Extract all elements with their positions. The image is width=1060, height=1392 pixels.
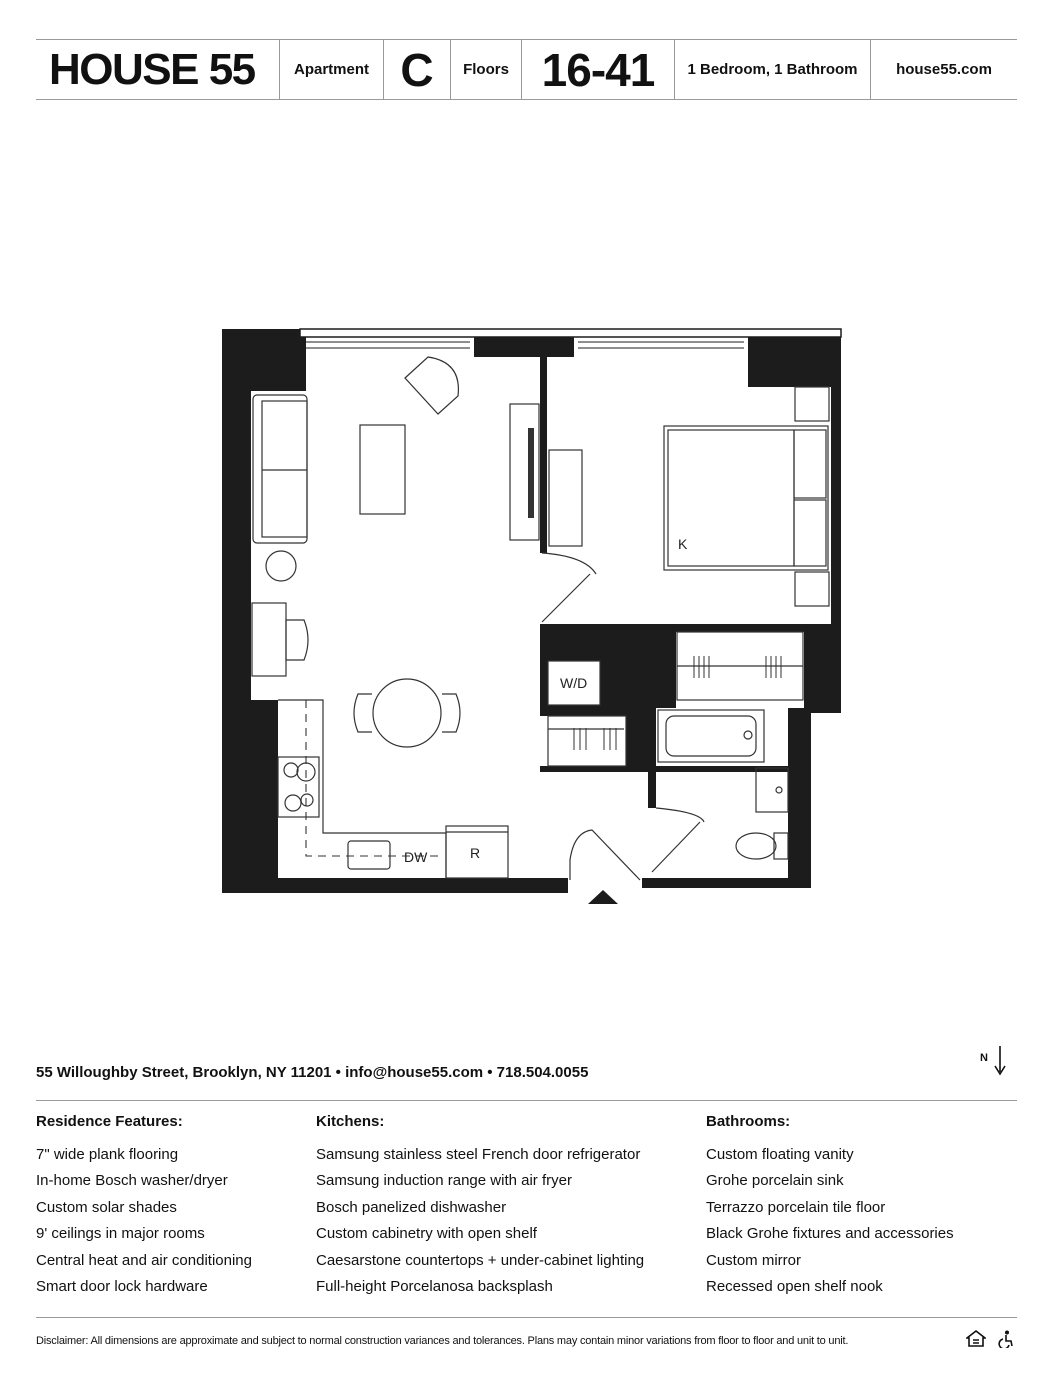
nightstand xyxy=(795,572,829,606)
list-item: Bosch panelized dishwasher xyxy=(316,1198,507,1216)
bedroom-door xyxy=(542,553,596,622)
toilet xyxy=(736,833,788,859)
list-item: Custom mirror xyxy=(706,1251,802,1269)
sofa xyxy=(253,395,307,543)
brand-logo: HOUSE 55 xyxy=(36,40,280,99)
floors-value: 16-41 xyxy=(522,40,675,99)
bathtub xyxy=(658,710,764,762)
disclaimer: Disclaimer: All dimensions are approximate and subject to normal construction variances and tolerances. Plans may contain minor variations from floor to floor and unit to unit. xyxy=(36,1335,849,1347)
tv xyxy=(528,428,534,518)
residence-features xyxy=(36,1113,252,1304)
apartment-value: C xyxy=(384,40,451,99)
exterior-walls xyxy=(222,329,841,893)
list-item: 7" wide plank flooring xyxy=(36,1146,179,1163)
equal-housing-icon xyxy=(966,1330,986,1348)
bathroom-door xyxy=(652,808,704,872)
list-item: Custom solar shades xyxy=(36,1198,177,1216)
features-section xyxy=(36,1113,1017,1303)
divider xyxy=(36,1317,1017,1318)
list-item: 9' ceilings in major rooms xyxy=(36,1225,205,1243)
interior-walls xyxy=(534,357,831,890)
refrigerator-label: R xyxy=(470,845,481,861)
list-item: Samsung stainless steel French door refrigerator xyxy=(316,1146,641,1163)
entry-door xyxy=(570,830,640,880)
bathrooms-title: Bathrooms: xyxy=(706,1113,791,1130)
north-label: N xyxy=(980,1052,988,1064)
list-item: Samsung induction range with air fryer xyxy=(316,1172,572,1190)
footer-icons xyxy=(966,1330,1014,1348)
list-item: Caesarstone countertops + under-cabinet lighting xyxy=(316,1251,645,1269)
list-item: Custom cabinetry with open shelf xyxy=(316,1225,537,1243)
bathroom-features xyxy=(706,1113,954,1304)
dining-table xyxy=(354,679,460,747)
floors-label: Floors xyxy=(451,40,522,99)
kitchen-features xyxy=(316,1113,644,1304)
list-item: Terrazzo porcelain tile floor xyxy=(706,1198,886,1216)
contact-line: 55 Willoughby Street, Brooklyn, NY 11201 • info@house55.com • 718.504.0055 xyxy=(36,1064,589,1081)
accessibility-icon xyxy=(998,1330,1014,1348)
bed xyxy=(664,426,828,570)
list-item: Recessed open shelf nook xyxy=(706,1277,883,1295)
apartment-label: Apartment xyxy=(280,40,384,99)
compass xyxy=(980,1044,1020,1078)
list-item: Central heat and air conditioning xyxy=(36,1251,252,1269)
list-item: Black Grohe fixtures and accessories xyxy=(706,1225,954,1243)
unit-type: 1 Bedroom, 1 Bathroom xyxy=(675,40,871,99)
vanity xyxy=(756,768,788,812)
list-item: Smart door lock hardware xyxy=(36,1277,208,1295)
list-item: Custom floating vanity xyxy=(706,1146,854,1163)
list-item: In-home Bosch washer/dryer xyxy=(36,1172,228,1190)
washer-dryer-label: W/D xyxy=(560,675,588,691)
dresser xyxy=(549,450,582,546)
list-item: Full-height Porcelanosa backsplash xyxy=(316,1277,553,1295)
divider xyxy=(36,1100,1017,1101)
armchair xyxy=(405,357,458,414)
nightstand xyxy=(795,387,829,421)
kitchens-title: Kitchens: xyxy=(316,1113,385,1130)
coffee-table xyxy=(360,425,405,514)
desk xyxy=(252,603,308,676)
north-arrow-icon xyxy=(980,1044,1020,1078)
website-link[interactable]: house55.com xyxy=(896,61,992,78)
entry-arrow-icon xyxy=(588,890,618,904)
dishwasher-label: DW xyxy=(404,849,428,865)
residence-title: Residence Features: xyxy=(36,1113,183,1130)
media-console xyxy=(510,404,539,540)
bed-label: K xyxy=(678,536,688,552)
list-item: Grohe porcelain sink xyxy=(706,1172,844,1190)
side-table xyxy=(266,551,296,581)
